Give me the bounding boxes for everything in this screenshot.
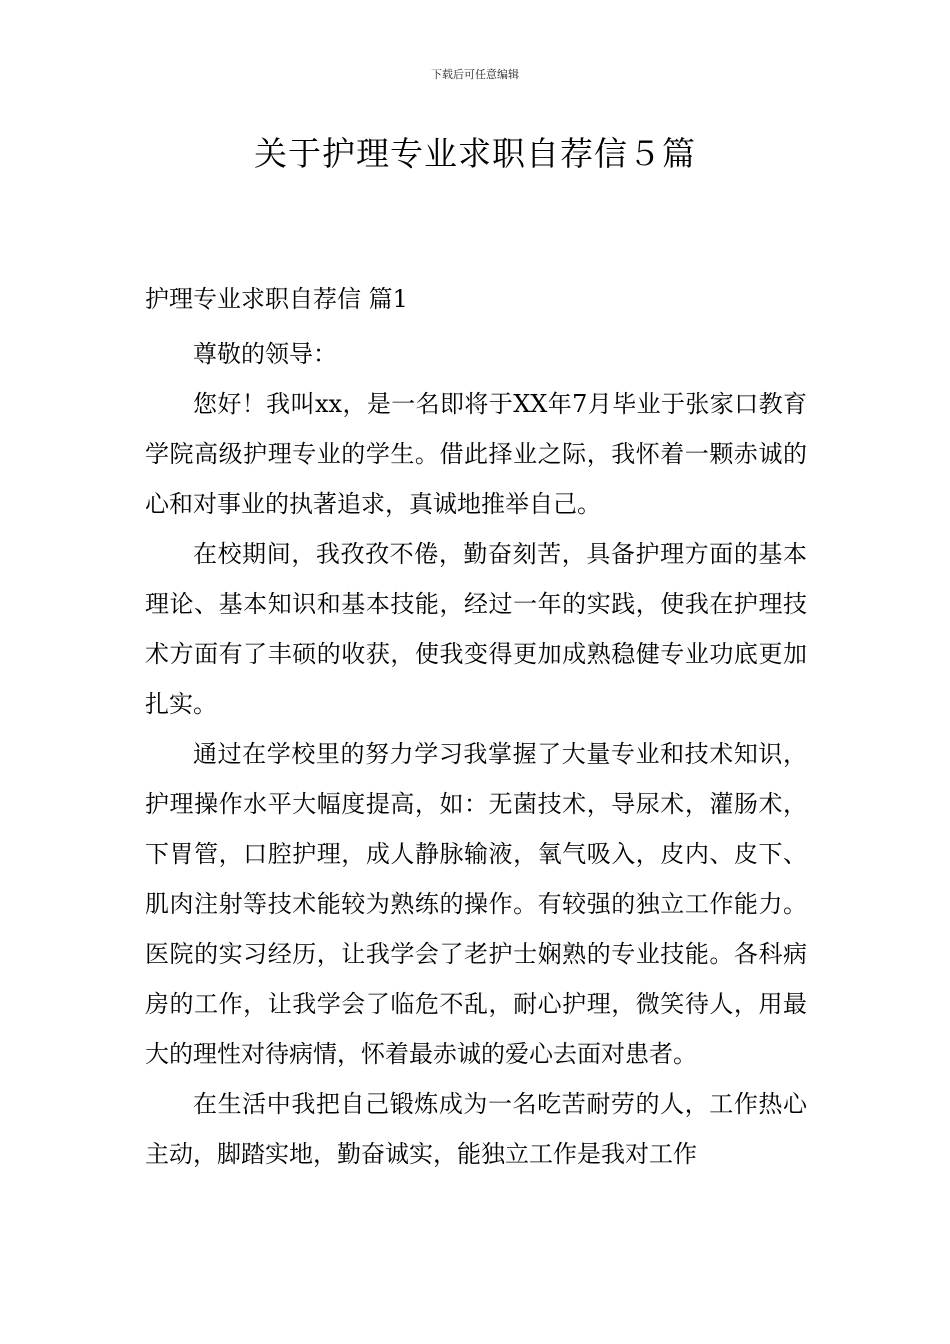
header-note: 下载后可任意编辑: [431, 68, 519, 81]
document-title: 关于护理专业求职自荐信５篇: [254, 134, 696, 173]
paragraph-4: 在生活中我把自己锻炼成为一名吃苦耐劳的人，工作热心主动，脚踏实地，勤奋诚实，能独立工作是我对工作: [145, 1090, 807, 1168]
paragraph-3: 通过在学校里的努力学习我掌握了大量专业和技术知识，护理操作水平大幅度提高，如：无菌技术，导尿术，灌肠术，下胃管，口腔护理，成人静脉输液，氧气吸入，皮内、皮下、肌肉注射等技术能较为熟练的操作。有较强的独立工作能力。医院的实习经历，让我学会了老护士娴熟的专业技能。各科病房的工作，让我学会了临危不乱，耐心护理，微笑待人，用最大的理性对待病情，怀着最赤诚的爱心去面对患者。: [145, 740, 807, 1068]
section-heading: 护理专业求职自荐信 篇1: [145, 285, 408, 313]
document-body: [145, 281, 807, 1179]
paragraph-1: 您好！我叫xx，是一名即将于XX年7月毕业于张家口教育学院高级护理专业的学生。借此择业之际，我怀着一颗赤诚的心和对事业的执著追求，真诚地推举自己。: [145, 390, 807, 518]
salutation: 尊敬的领导：: [193, 340, 337, 368]
paragraph-2: 在校期间，我孜孜不倦，勤奋刻苦，具备护理方面的基本理论、基本知识和基本技能，经过一年的实践，使我在护理技术方面有了丰硕的收获，使我变得更加成熟稳健专业功底更加扎实。: [145, 540, 807, 718]
